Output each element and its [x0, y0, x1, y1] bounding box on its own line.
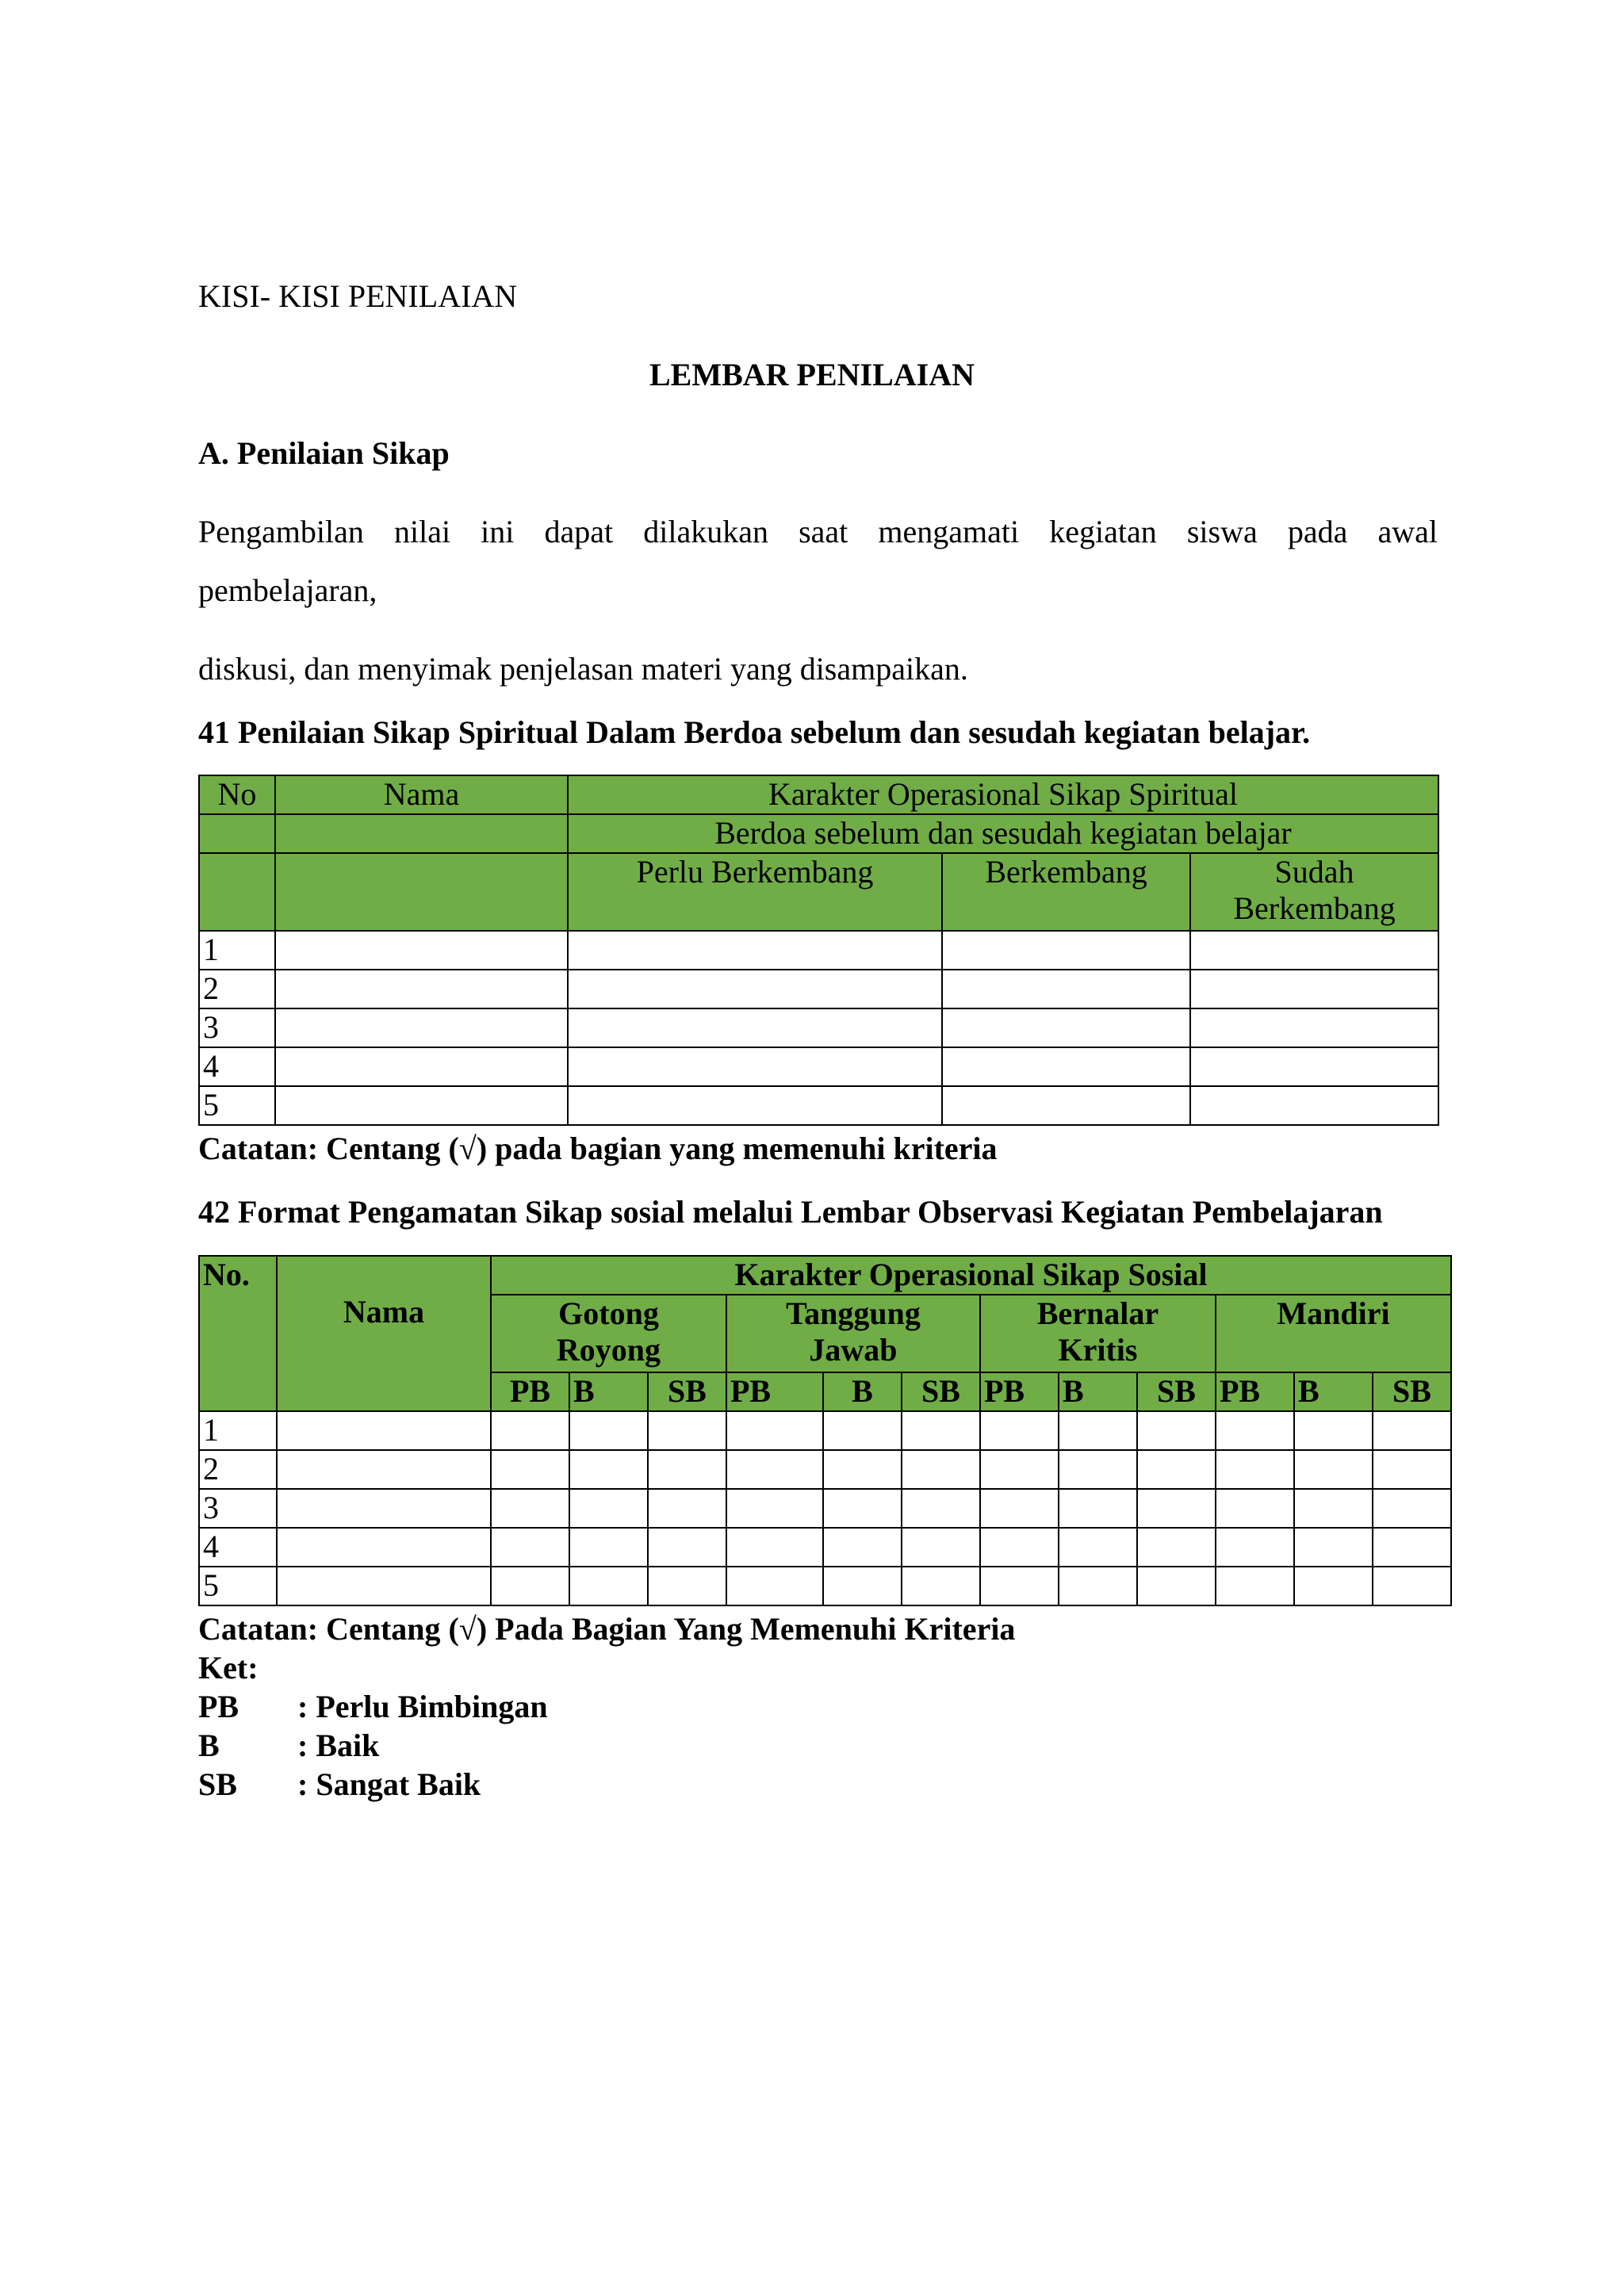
- check-cell[interactable]: [648, 1450, 726, 1489]
- table-row: [199, 1086, 1438, 1125]
- table-header-row: [199, 775, 1438, 814]
- section-heading-a: A. Penilaian Sikap: [198, 435, 450, 471]
- name-cell[interactable]: [277, 1489, 491, 1528]
- check-cell[interactable]: [823, 1567, 902, 1605]
- intro-word: ini: [481, 514, 515, 549]
- check-cell[interactable]: [1059, 1567, 1137, 1605]
- check-cell[interactable]: [1137, 1450, 1216, 1489]
- check-cell[interactable]: [726, 1411, 823, 1450]
- header-empty: [199, 814, 275, 853]
- check-cell[interactable]: [1059, 1411, 1137, 1450]
- check-cell[interactable]: [1216, 1528, 1294, 1567]
- name-cell[interactable]: [275, 1008, 568, 1047]
- page-title: LEMBAR PENILAIAN: [649, 357, 975, 392]
- row-number: 3: [199, 1489, 277, 1528]
- table-header-row: [199, 853, 1438, 931]
- intro-word: Pengambilan: [198, 514, 364, 549]
- intro-word: siswa: [1186, 514, 1258, 549]
- check-cell[interactable]: [648, 1411, 726, 1450]
- header-scale: B: [1059, 1372, 1137, 1411]
- check-cell[interactable]: [1137, 1489, 1216, 1528]
- intro-word: dilakukan: [643, 514, 768, 549]
- table-row: [199, 1528, 1451, 1567]
- intro-word: dapat: [544, 514, 614, 549]
- check-cell[interactable]: [1373, 1411, 1451, 1450]
- header-scale: B: [823, 1372, 902, 1411]
- check-cell[interactable]: [1137, 1528, 1216, 1567]
- name-cell[interactable]: [275, 1047, 568, 1086]
- header-line: KISI- KISI PENILAIAN: [198, 278, 518, 314]
- check-cell[interactable]: [569, 1489, 648, 1528]
- check-cell[interactable]: [726, 1528, 823, 1567]
- intro-line-2: pembelajaran,: [198, 572, 377, 608]
- intro-word: kegiatan: [1049, 514, 1157, 549]
- check-cell[interactable]: [980, 1411, 1059, 1450]
- check-cell[interactable]: [491, 1567, 569, 1605]
- header-scale: SB: [1137, 1372, 1216, 1411]
- check-cell[interactable]: [942, 970, 1190, 1008]
- heading-41: 41 Penilaian Sikap Spiritual Dalam Berdoa sebelum dan sesudah kegiatan belajar.: [198, 714, 1311, 750]
- table-row: [199, 1411, 1451, 1450]
- table1-note: Catatan: Centang (√) pada bagian yang memenuhi kriteria: [198, 1131, 998, 1166]
- check-cell[interactable]: [1059, 1489, 1137, 1528]
- intro-word: pada: [1287, 514, 1348, 549]
- check-cell[interactable]: [569, 1450, 648, 1489]
- header-scale: PB: [980, 1372, 1059, 1411]
- check-cell[interactable]: [1137, 1411, 1216, 1450]
- check-cell[interactable]: [726, 1489, 823, 1528]
- check-cell[interactable]: [1216, 1567, 1294, 1605]
- name-cell[interactable]: [275, 1086, 568, 1125]
- header-scale: SB: [648, 1372, 726, 1411]
- heading-42: 42 Format Pengamatan Sikap sosial melalui Lembar Observasi Kegiatan Pembelajaran: [198, 1194, 1383, 1230]
- table-header-row: [199, 814, 1438, 853]
- name-cell[interactable]: [277, 1411, 491, 1450]
- check-cell[interactable]: [1190, 970, 1438, 1008]
- check-cell[interactable]: [1059, 1450, 1137, 1489]
- check-cell[interactable]: [569, 1411, 648, 1450]
- check-cell[interactable]: [568, 970, 942, 1008]
- check-cell[interactable]: [648, 1528, 726, 1567]
- check-cell[interactable]: [726, 1450, 823, 1489]
- header-scale: PB: [491, 1372, 569, 1411]
- row-number: 3: [199, 1008, 275, 1047]
- intro-word: nilai: [393, 514, 451, 549]
- check-cell[interactable]: [1190, 1047, 1438, 1086]
- check-cell[interactable]: [980, 1450, 1059, 1489]
- table-row: [199, 1047, 1438, 1086]
- header-nama: Nama: [275, 775, 568, 814]
- check-cell[interactable]: [1373, 1450, 1451, 1489]
- legend-desc: : Baik: [297, 1728, 380, 1763]
- check-cell[interactable]: [1216, 1450, 1294, 1489]
- check-cell[interactable]: [1190, 931, 1438, 970]
- check-cell[interactable]: [1294, 1489, 1373, 1528]
- check-cell[interactable]: [902, 1489, 980, 1528]
- check-cell[interactable]: [1059, 1528, 1137, 1567]
- row-number: 5: [199, 1567, 277, 1605]
- check-cell[interactable]: [648, 1489, 726, 1528]
- check-cell[interactable]: [942, 1047, 1190, 1086]
- check-cell[interactable]: [942, 1086, 1190, 1125]
- row-number: 4: [199, 1047, 275, 1086]
- check-cell[interactable]: [568, 1086, 942, 1125]
- check-cell[interactable]: [569, 1567, 648, 1605]
- header-scale: SB: [902, 1372, 980, 1411]
- intro-line-3: diskusi, dan menyimak penjelasan materi yang disampaikan.: [198, 651, 968, 687]
- check-cell[interactable]: [648, 1567, 726, 1605]
- check-cell[interactable]: [942, 931, 1190, 970]
- check-cell[interactable]: [568, 1047, 942, 1086]
- intro-word: mengamati: [878, 514, 1020, 549]
- check-cell[interactable]: [980, 1528, 1059, 1567]
- check-cell[interactable]: [823, 1450, 902, 1489]
- intro-word: saat: [799, 514, 848, 549]
- check-cell[interactable]: [823, 1411, 902, 1450]
- header-empty: [275, 853, 568, 931]
- check-cell[interactable]: [1294, 1411, 1373, 1450]
- check-cell[interactable]: [1294, 1567, 1373, 1605]
- table-row: [199, 1008, 1438, 1047]
- header-aspect: Bernalar Kritis: [980, 1295, 1216, 1372]
- name-cell[interactable]: [275, 970, 568, 1008]
- legend-key: PB: [198, 1689, 239, 1724]
- spiritual-assessment-table: [198, 775, 1439, 1126]
- legend-item: [198, 1688, 548, 1726]
- header-subgroup: Berdoa sebelum dan sesudah kegiatan belajar: [568, 814, 1438, 853]
- name-cell[interactable]: [277, 1528, 491, 1567]
- table2-note: Catatan: Centang (√) Pada Bagian Yang Memenuhi Kriteria: [198, 1611, 1016, 1647]
- header-aspect: Tanggung Jawab: [726, 1295, 980, 1372]
- row-number: 4: [199, 1528, 277, 1567]
- check-cell[interactable]: [1373, 1567, 1451, 1605]
- check-cell[interactable]: [1294, 1450, 1373, 1489]
- header-scale: PB: [726, 1372, 823, 1411]
- check-cell[interactable]: [491, 1411, 569, 1450]
- check-cell[interactable]: [569, 1528, 648, 1567]
- check-cell[interactable]: [1137, 1567, 1216, 1605]
- check-cell[interactable]: [491, 1450, 569, 1489]
- legend-item: [198, 1766, 481, 1804]
- check-cell[interactable]: [568, 1008, 942, 1047]
- check-cell[interactable]: [980, 1489, 1059, 1528]
- table-header-row: [199, 1256, 1451, 1295]
- check-cell[interactable]: [1294, 1528, 1373, 1567]
- check-cell[interactable]: [980, 1567, 1059, 1605]
- check-cell[interactable]: [726, 1567, 823, 1605]
- header-scale: B: [1294, 1372, 1373, 1411]
- row-number: 5: [199, 1086, 275, 1125]
- header-scale: PB: [1216, 1372, 1294, 1411]
- header-scale: SB: [1373, 1372, 1451, 1411]
- header-empty: [275, 814, 568, 853]
- table-row: [199, 1489, 1451, 1528]
- legend-key: B: [198, 1728, 220, 1763]
- ket-label: Ket:: [198, 1650, 259, 1686]
- header-group: Karakter Operasional Sikap Sosial: [491, 1256, 1451, 1295]
- check-cell[interactable]: [491, 1489, 569, 1528]
- check-cell[interactable]: [1373, 1489, 1451, 1528]
- check-cell[interactable]: [1216, 1489, 1294, 1528]
- legend-key: SB: [198, 1766, 237, 1802]
- check-cell[interactable]: [902, 1567, 980, 1605]
- header-nama: Nama: [277, 1256, 491, 1411]
- row-number: 1: [199, 931, 275, 970]
- intro-line-1: [198, 513, 1438, 551]
- check-cell[interactable]: [902, 1411, 980, 1450]
- header-empty: [199, 853, 275, 931]
- check-cell[interactable]: [1216, 1411, 1294, 1450]
- check-cell[interactable]: [568, 931, 942, 970]
- intro-word: awal: [1377, 514, 1438, 549]
- header-level: Perlu Berkembang: [568, 853, 942, 931]
- header-level: Sudah Berkembang: [1190, 853, 1438, 931]
- name-cell[interactable]: [277, 1450, 491, 1489]
- legend-desc: : Sangat Baik: [297, 1766, 481, 1802]
- header-scale: B: [569, 1372, 648, 1411]
- row-number: 2: [199, 970, 275, 1008]
- name-cell[interactable]: [277, 1567, 491, 1605]
- legend-item: [198, 1727, 379, 1765]
- social-assessment-table: [198, 1255, 1452, 1606]
- legend-desc: : Perlu Bimbingan: [297, 1689, 548, 1724]
- check-cell[interactable]: [823, 1528, 902, 1567]
- check-cell[interactable]: [1373, 1528, 1451, 1567]
- table-row: [199, 970, 1438, 1008]
- header-aspect: Mandiri: [1216, 1295, 1451, 1372]
- check-cell[interactable]: [1190, 1086, 1438, 1125]
- row-number: 2: [199, 1450, 277, 1489]
- header-no: No.: [199, 1256, 277, 1411]
- header-no: No: [199, 775, 275, 814]
- table-row: [199, 1567, 1451, 1605]
- header-level: Berkembang: [942, 853, 1190, 931]
- check-cell[interactable]: [902, 1450, 980, 1489]
- check-cell[interactable]: [491, 1528, 569, 1567]
- table-row: [199, 931, 1438, 970]
- check-cell[interactable]: [942, 1008, 1190, 1047]
- check-cell[interactable]: [1190, 1008, 1438, 1047]
- check-cell[interactable]: [902, 1528, 980, 1567]
- row-number: 1: [199, 1411, 277, 1450]
- table-row: [199, 1450, 1451, 1489]
- header-group: Karakter Operasional Sikap Spiritual: [568, 775, 1438, 814]
- name-cell[interactable]: [275, 931, 568, 970]
- header-aspect: Gotong Royong: [491, 1295, 726, 1372]
- check-cell[interactable]: [823, 1489, 902, 1528]
